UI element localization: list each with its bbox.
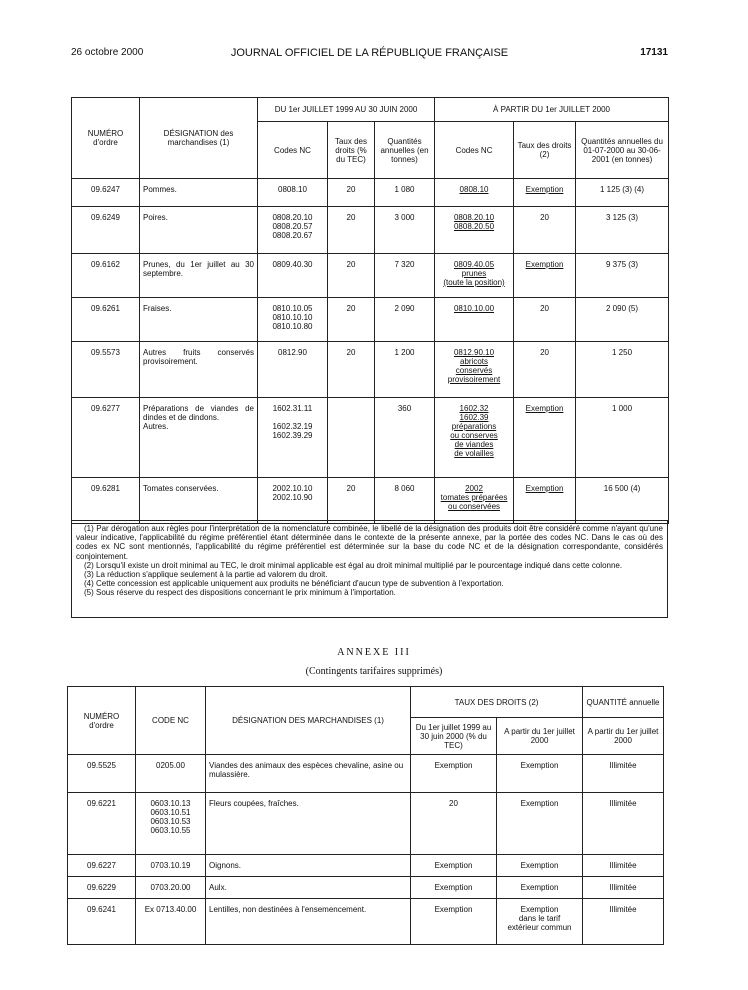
- cell-codes2: [435, 207, 514, 254]
- t2-sub-qty: A partir du 1er juillet 2000: [583, 718, 664, 755]
- cell-qty1: [375, 207, 435, 254]
- cell-qty1-text: 3 000: [394, 213, 415, 222]
- cell-codes1-text: 0808.10: [278, 185, 307, 194]
- cell-taux-a: [411, 877, 497, 899]
- cell-codes1: [258, 342, 328, 398]
- quota-table: [71, 97, 669, 524]
- cell-num-text: 09.6227: [87, 861, 116, 870]
- col-numero: NUMÉRO d'ordre: [72, 98, 140, 179]
- cell-designation-text: Oignons.: [209, 861, 242, 870]
- cell-qty-text: Illimitée: [609, 761, 637, 770]
- cell-designation: [140, 342, 258, 398]
- sub-taux1: Taux des droits (% du TEC): [328, 122, 375, 179]
- cell-taux-a-text: Exemption: [434, 883, 473, 892]
- col-designation: DÉSIGNATION des marchandises (1): [140, 98, 258, 179]
- cell-taux1: [328, 342, 375, 398]
- annex-title: ANNEXE III: [337, 647, 411, 658]
- cell-taux-b-text: Exemption: [520, 761, 559, 770]
- cell-num: [72, 478, 140, 524]
- cell-taux-b-text: Exemption dans le tarif extérieur commun: [507, 905, 572, 932]
- sub-codes2: Codes NC: [435, 122, 514, 179]
- cell-taux2-text: Exemption: [525, 484, 564, 493]
- cell-designation: [206, 793, 411, 855]
- cell-taux-a-text: 20: [449, 799, 458, 808]
- cell-taux-a-text: Exemption: [434, 761, 473, 770]
- cell-taux1: [328, 398, 375, 478]
- cell-taux-a-text: Exemption: [434, 861, 473, 870]
- cell-qty: [583, 793, 664, 855]
- cell-qty2-text: 9 375 (3): [606, 260, 639, 269]
- cell-taux1-text: 20: [346, 185, 356, 194]
- cell-designation: [206, 855, 411, 877]
- cell-taux-b-text: Exemption: [520, 799, 559, 808]
- cell-codes2: [435, 342, 514, 398]
- period2-header: À PARTIR DU 1er JUILLET 2000: [435, 98, 669, 122]
- footnote-2: (2) Lorsqu'il existe un droit minimal au TEC, le droit minimal applicable est égal au droit minimal multiplié par le pourcentage indiqué dans cette colonne.: [84, 560, 623, 570]
- cell-taux2: [514, 179, 576, 207]
- cell-codes2-text: 1602.32 1602.39 préparations ou conserves de viandes de volailles: [450, 404, 498, 458]
- table-row: [68, 899, 664, 945]
- cell-qty: [583, 899, 664, 945]
- cell-codes2-text: 0809.40.05 prunes (toute la position): [443, 260, 505, 287]
- cell-taux-b-text: Exemption: [520, 883, 559, 892]
- cell-num-text: 09.6281: [91, 484, 120, 493]
- cell-taux2-text: Exemption: [525, 185, 564, 194]
- cell-designation: [206, 899, 411, 945]
- cell-qty: [583, 855, 664, 877]
- t2-sub-taux-b: A partir du 1er juillet 2000: [497, 718, 583, 755]
- cell-codes2-text: 0810.10.00: [453, 304, 495, 313]
- cell-taux1-text: 20: [346, 484, 356, 493]
- cell-codes2: [435, 298, 514, 342]
- cell-taux2: [514, 398, 576, 478]
- cell-designation-text: Tomates conservées.: [143, 484, 219, 493]
- cell-qty1-text: 8 060: [394, 484, 415, 493]
- cell-qty1-text: 1 080: [394, 185, 415, 194]
- cell-qty1-text: 2 090: [394, 304, 415, 313]
- cell-taux1: [328, 179, 375, 207]
- cell-taux1-text: 20: [346, 304, 356, 313]
- cell-codes1-text: 0808.20.10 0808.20.57 0808.20.67: [272, 213, 313, 240]
- cell-qty2: [576, 398, 669, 478]
- cell-qty1-text: 1 200: [394, 348, 415, 357]
- cell-designation: [206, 755, 411, 793]
- cell-qty-text: Illimitée: [609, 883, 637, 892]
- cell-designation: [206, 877, 411, 899]
- cell-num-text: 09.6247: [91, 185, 120, 194]
- cell-taux2-text: Exemption: [525, 404, 564, 413]
- cell-taux2-text: 20: [540, 213, 549, 222]
- cell-taux2-text: 20: [540, 348, 549, 357]
- cell-qty1: [375, 298, 435, 342]
- table-row: [72, 298, 669, 342]
- cell-taux2: [514, 298, 576, 342]
- cell-codes1: [258, 298, 328, 342]
- cell-num-text: 09.6162: [91, 260, 120, 269]
- cell-designation: [140, 254, 258, 298]
- cell-taux2-text: 20: [540, 304, 549, 313]
- cell-designation-text: Fraises.: [143, 304, 172, 313]
- cell-qty2-text: 1 250: [612, 348, 633, 357]
- cell-designation-text: Fleurs coupées, fraîches.: [209, 799, 299, 808]
- cell-codes1-text: 0812.90: [278, 348, 307, 357]
- cell-taux-b: [497, 899, 583, 945]
- cell-taux-b: [497, 793, 583, 855]
- table-row: [72, 398, 669, 478]
- cell-num-text: 09.6249: [91, 213, 120, 222]
- t2-col-designation: DÉSIGNATION DES MARCHANDISES (1): [206, 687, 411, 755]
- cell-num-text: 09.5525: [87, 761, 116, 770]
- cell-num: [72, 254, 140, 298]
- cell-num: [68, 855, 136, 877]
- cell-qty2-text: 1 000: [612, 404, 633, 413]
- suppressed-quota-table: [67, 686, 664, 945]
- cell-qty1: [375, 478, 435, 524]
- cell-code: [136, 877, 206, 899]
- t2-col-code: CODE NC: [136, 687, 206, 755]
- cell-code-text: 0205.00: [156, 761, 185, 770]
- cell-designation: [140, 398, 258, 478]
- cell-num: [68, 899, 136, 945]
- period1-header: DU 1er JUILLET 1999 AU 30 JUIN 2000: [258, 98, 435, 122]
- cell-qty2-text: 16 500 (4): [603, 484, 641, 493]
- cell-qty2: [576, 478, 669, 524]
- cell-qty-text: Illimitée: [609, 799, 637, 808]
- cell-codes2: [435, 398, 514, 478]
- cell-num-text: 09.6277: [91, 404, 120, 413]
- cell-num-text: 09.6261: [91, 304, 120, 313]
- cell-taux-a: [411, 855, 497, 877]
- cell-qty2-text: 2 090 (5): [606, 304, 639, 313]
- cell-qty2: [576, 342, 669, 398]
- table-row: [72, 207, 669, 254]
- cell-num-text: 09.6241: [87, 905, 116, 914]
- cell-qty: [583, 755, 664, 793]
- cell-taux-a: [411, 899, 497, 945]
- cell-taux-b: [497, 755, 583, 793]
- cell-code: [136, 855, 206, 877]
- cell-code-text: Ex 0713.40.00: [144, 905, 197, 914]
- cell-designation-text: Poires.: [143, 213, 168, 222]
- cell-num: [68, 793, 136, 855]
- cell-qty2: [576, 179, 669, 207]
- table-row: [72, 342, 669, 398]
- cell-codes2-text: 0808.10: [459, 185, 489, 194]
- cell-codes2: [435, 254, 514, 298]
- cell-taux1-text: 20: [346, 348, 356, 357]
- table-row: [68, 855, 664, 877]
- cell-taux-a: [411, 755, 497, 793]
- cell-num: [68, 755, 136, 793]
- cell-codes1-text: 0809.40.30: [272, 260, 313, 269]
- cell-codes2-text: 0812.90.10 abricots conservés provisoirement: [447, 348, 501, 384]
- cell-designation-text: Préparations de viandes de dindes et de dindons. Autres.: [143, 404, 254, 431]
- cell-code: [136, 793, 206, 855]
- cell-qty-text: Illimitée: [609, 861, 637, 870]
- cell-qty1: [375, 398, 435, 478]
- cell-designation-text: Lentilles, non destinées à l'ensemencement.: [209, 905, 367, 914]
- sub-qty1: Quantités annuelles (en tonnes): [375, 122, 435, 179]
- footnote-4: (4) Cette concession est applicable uniquement aux produits ne bénéficiant d'aucun type de subvention à l'exportation.: [84, 579, 504, 589]
- cell-qty1-text: 7 320: [394, 260, 415, 269]
- t2-col-taux: TAUX DES DROITS (2): [411, 687, 583, 718]
- table-row: [68, 755, 664, 793]
- cell-taux1: [328, 254, 375, 298]
- cell-code: [136, 899, 206, 945]
- table-row: [72, 254, 669, 298]
- footnote-1: (1) Par dérogation aux règles pour l'interprétation de la nomenclature combinée, le libellé de la désignation des produits doit être considéré comme n'ayant qu'une valeur indicative, l'applicabilité du régime préférentiel étant déterminée dans le contexte de la présente annexe, par la portée des codes NC. Dans le cas où des codes ex NC sont mentionnés, l'applicabilité du régime préférentiel est déterminée sur la base du code NC et de la désignation correspondante, considérés conjointement.: [76, 524, 663, 561]
- table-row: [68, 793, 664, 855]
- cell-qty1-text: 360: [397, 404, 412, 413]
- cell-num: [72, 179, 140, 207]
- table-row: [68, 877, 664, 899]
- cell-code-text: 0703.10.19: [150, 861, 191, 870]
- cell-taux-b-text: Exemption: [520, 861, 559, 870]
- cell-qty2: [576, 298, 669, 342]
- cell-taux-a-text: Exemption: [434, 905, 473, 914]
- cell-qty2: [576, 254, 669, 298]
- cell-taux-b: [497, 877, 583, 899]
- cell-qty1: [375, 179, 435, 207]
- cell-num-text: 09.5573: [91, 348, 120, 357]
- cell-taux2: [514, 478, 576, 524]
- cell-num: [72, 207, 140, 254]
- cell-codes1: [258, 207, 328, 254]
- cell-code-text: 0603.10.13 0603.10.51 0603.10.53 0603.10.55: [150, 799, 191, 835]
- cell-designation: [140, 478, 258, 524]
- cell-taux1-text: 20: [346, 213, 356, 222]
- footnote-3: (3) La réduction s'applique seulement à la partie ad valorem du droit.: [84, 570, 328, 580]
- cell-qty-text: Illimitée: [609, 905, 637, 914]
- cell-num: [72, 342, 140, 398]
- cell-designation: [140, 298, 258, 342]
- cell-codes1: [258, 179, 328, 207]
- footnotes: [71, 520, 668, 618]
- cell-designation: [140, 179, 258, 207]
- cell-designation-text: Autres fruits conservés provisoirement.: [143, 348, 254, 366]
- page-header: [71, 47, 668, 61]
- cell-num-text: 09.6221: [87, 799, 116, 808]
- cell-qty2: [576, 207, 669, 254]
- cell-designation-text: Pommes.: [143, 185, 177, 194]
- cell-codes1: [258, 478, 328, 524]
- cell-code-text: 0703.20.00: [150, 883, 191, 892]
- cell-taux2-text: Exemption: [525, 260, 564, 269]
- cell-designation-text: Prunes, du 1er juillet au 30 septembre.: [143, 260, 254, 278]
- table-row: [72, 179, 669, 207]
- cell-taux2: [514, 342, 576, 398]
- cell-qty1: [375, 254, 435, 298]
- cell-taux-a: [411, 793, 497, 855]
- cell-num: [72, 398, 140, 478]
- cell-taux2: [514, 207, 576, 254]
- cell-designation: [140, 207, 258, 254]
- cell-taux-b: [497, 855, 583, 877]
- header-date: 26 octobre 2000: [71, 47, 144, 58]
- t2-col-numero: NUMÉRO d'ordre: [68, 687, 136, 755]
- cell-codes2: [435, 179, 514, 207]
- cell-codes2-text: 0808.20.10 0808.20.50: [453, 213, 495, 231]
- cell-codes2-text: 2002 tomates préparées ou conservées: [440, 484, 508, 511]
- annex-subtitle: (Contingents tarifaires supprimés): [305, 666, 443, 677]
- cell-taux2: [514, 254, 576, 298]
- cell-num: [68, 877, 136, 899]
- cell-codes2: [435, 478, 514, 524]
- cell-taux1: [328, 207, 375, 254]
- cell-qty2-text: 3 125 (3): [606, 213, 639, 222]
- cell-codes1: [258, 398, 328, 478]
- cell-taux1: [328, 298, 375, 342]
- cell-codes1-text: 2002.10.10 2002.10.90: [272, 484, 313, 502]
- t2-sub-taux-a: Du 1er juillet 1999 au 30 juin 2000 (% du TEC): [411, 718, 497, 755]
- cell-qty: [583, 877, 664, 899]
- cell-taux1: [328, 478, 375, 524]
- t2-col-qty: QUANTITÉ annuelle: [583, 687, 664, 718]
- cell-qty1: [375, 342, 435, 398]
- sub-taux2: Taux des droits (2): [514, 122, 576, 179]
- header-title: JOURNAL OFFICIEL DE LA RÉPUBLIQUE FRANÇAISE: [230, 47, 509, 59]
- cell-num-text: 09.6229: [87, 883, 116, 892]
- cell-num: [72, 298, 140, 342]
- page-number: 17131: [640, 47, 668, 58]
- cell-codes1-text: 0810.10.05 0810.10.10 0810.10.80: [272, 304, 313, 331]
- cell-codes1-text: 1602.31.11 1602.32.19 1602.39.29: [272, 404, 313, 440]
- cell-code: [136, 755, 206, 793]
- cell-qty2-text: 1 125 (3) (4): [600, 185, 645, 194]
- cell-designation-text: Viandes des animaux des espèces chevaline, asine ou mulassière.: [209, 761, 404, 779]
- cell-designation-text: Aulx.: [209, 883, 227, 892]
- sub-codes1: Codes NC: [258, 122, 328, 179]
- cell-codes1: [258, 254, 328, 298]
- footnote-5: (5) Sous réserve du respect des dispositions concernant le prix minimum à l'importation.: [84, 588, 396, 598]
- table-row: [72, 478, 669, 524]
- cell-taux1-text: 20: [346, 260, 356, 269]
- sub-qty2: Quantités annuelles du 01-07-2000 au 30-06-2001 (en tonnes): [576, 122, 669, 179]
